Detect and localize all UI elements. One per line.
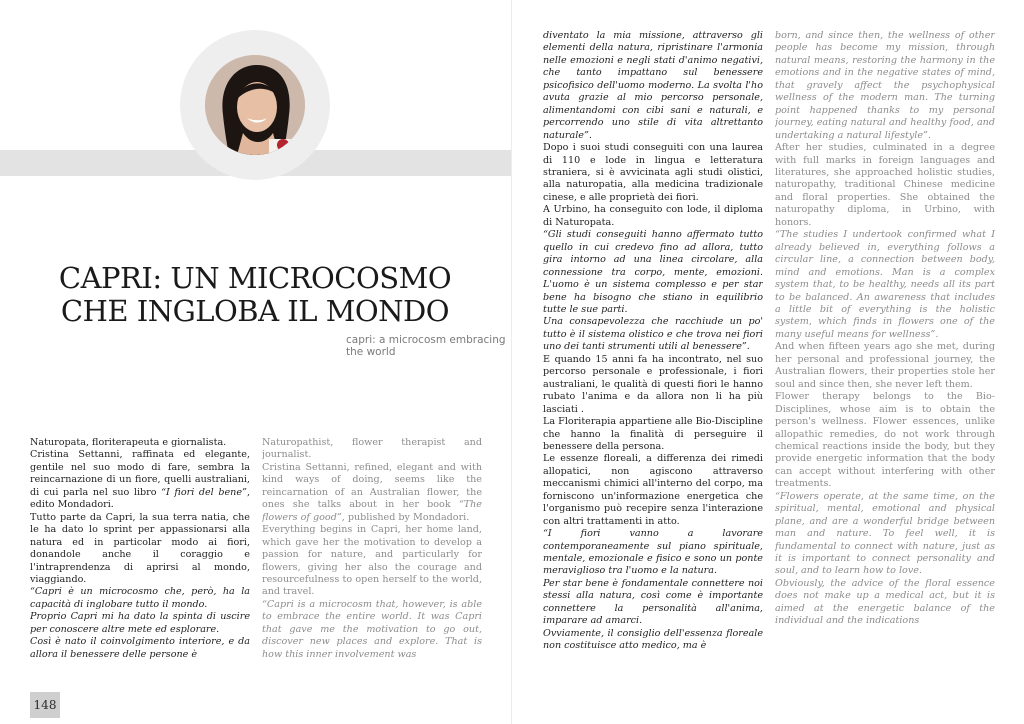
quote-paragraph: “I fiori vanno a lavorare contemporaneamente sul piano spirituale, mentale, emozionale e fisico e sono un ponte meraviglioso tra l'uomo e la natura. [543,528,763,577]
paragraph: Tutto parte da Capri, la sua terra natia, che le ha dato lo sprint per appassionarsi alla natura ed in particolar modo ai fiori, donandole anche il coraggio e l'intraprendenza di aprirsi al mondo, viaggiando. [30,511,250,585]
quote-paragraph: “Flowers operate, at the same time, on the spiritual, mental, emotional and physical plane, and are a wonderful bridge between man and nature. To feel well, it is fundamental to connect with nature, just as it is important to connect personality and soul, and to learn how to love. [775,490,995,577]
quote-paragraph: diventato la mia missione, attraverso gli elementi della natura, ripristinare l'armonia nelle emozioni e negli stati d'animo negativi, che tanto impattano sul benessere psicofisico dell'uomo moderno. La svolta l'ho avuta grazie al mio percorso personale, alimentandomi con cibi sani e naturali, e percorrendo uno stile di vita altrettanto naturale”. [543,30,763,141]
article-title: CAPRI: UN MICROCOSMO CHE INGLOBA IL MONDO [58,261,452,328]
paragraph: A Urbino, ha conseguito con lode, il diploma di Naturopata. [543,204,763,228]
paragraph: Dopo i suoi studi conseguiti con una laurea di 110 e lode in lingua e letteratura straniera, si è avvicinata agli studi olistici, alla naturopatia, alla medicina tradizionale cinese, e alle proprietà dei fiori. [543,142,763,203]
book-title: “I fiori del bene” [161,486,247,498]
english-column-2 [775,30,995,674]
quote-paragraph: Così è nato il coinvolgimento interiore, e da allora il benessere delle persone è [30,636,250,660]
quote-paragraph: Una consapevolezza che racchiude un po' tutto è il sistema olistico e che trova nei fiori uno dei tanti strumenti utili al benessere”. [543,316,763,353]
quote-paragraph: Proprio Capri mi ha dato la spinta di uscire per conoscere altre mete ed esplorare. [30,611,250,635]
text-run: , edito Mondadori. [30,486,250,511]
paragraph: Naturopata, floriterapeuta e giornalista. [30,437,227,448]
quote-paragraph: “Capri è un microcosmo che, però, ha la capacità di inglobare tutto il mondo. [30,586,250,610]
paragraph: Naturopathist, flower therapist and journalist. [262,437,482,461]
portrait-photo [205,55,305,155]
page-number: 148 [30,692,60,718]
paragraph: And when fifteen years ago she met, during her personal and professional journey, the Australian flowers, their properties stole her soul and since then, she never left them. [775,341,995,390]
paragraph: After her studies, culminated in a degree with full marks in foreign languages and literatures, she approached holistic studies, naturopathy, traditional Chinese medicine and floral properties. She obtained the naturopathy diploma, in Urbino, with honors. [775,142,995,228]
article-subtitle: capri: a microcosm embracing the world [346,334,506,358]
quote-paragraph: Obviously, the advice of the floral essence does not make up a medical act, but it is aimed at the energetic balance of the individual and the indications [775,577,995,627]
paragraph: Everything begins in Capri, her home land, which gave her the motivation to develop a passion for nature, and particularly for flowers, giving her also the courage and resourcefulness to open herself to the world, and travel. [262,524,482,598]
paragraph: La Floriterapia appartiene alle Bio-Discipline che hanno la finalità di perseguire il benessere della persona. [543,416,763,452]
book-title: “The flowers of good” [262,499,482,523]
italian-column-2 [543,30,763,674]
portrait-illustration [205,55,305,155]
paragraph: Flower therapy belongs to the Bio-Disciplines, whose aim is to obtain the person's wellness. Flower essences, unlike allopathic remedies, do not work through chemical reactions inside the body, but they provide energetic information that the body can accept without interfering with other treatments. [775,391,995,490]
english-column-1 [262,437,482,669]
text-run: , published by Mondadori. [341,511,470,523]
quote-paragraph: Ovviamente, il consiglio dell'essenza floreale non costituisce atto medico, ma è [543,627,763,652]
paragraph [30,449,250,511]
paragraph: E quando 15 anni fa ha incontrato, nel suo percorso personale e professionale, i fiori australiani, le qualità di questi fiori le hanno rubato l'anima e da allora non li ha più lasciati . [543,353,763,415]
quote-paragraph: “Capri is a microcosm that, however, is able to embrace the entire world. It was Capri that gave me the motivation to go out, discover new places and explore. That is how this inner involvement was [262,598,482,660]
text-run: Cristina Settanni, refined, elegant and with kind ways of doing, seems like the reincarnation of an Australian flower, the ones she talks about in her book [262,461,482,511]
paragraph [262,462,482,524]
quote-paragraph: Per star bene è fondamentale connettere noi stessi alla natura, così come è importante connettere la personalità all'anima, imparare ad amarci. [543,577,763,627]
italian-column-1 [30,437,250,669]
quote-paragraph: “The studies I undertook confirmed what I already believed in, everything follows a circular line, a connection between body, mind and emotions. Man is a complex system that, to be healthy, needs all its part to be balanced. An awareness that includes a little bit of everything is the holistic system, which finds in flowers one of the many useful means for wellness”. [775,229,995,340]
paragraph: Le essenze floreali, a differenza dei rimedi allopatici, non agiscono attraverso meccanismi chimici all'interno del corpo, ma forniscono un'informazione energetica che l'organismo può recepire senza l'interazione con altri trattamenti in atto. [543,453,763,527]
text-run: Cristina Settanni, raffinata ed elegante, gentile nel suo modo di fare, sembra la reincarnazione di un fiore, quelli australiani, di cui parla nel suo libro [30,449,250,498]
quote-paragraph: born, and since then, the wellness of other people has become my mission, through natural means, restoring the harmony in the emotions and in the negative states of mind, that gravely affect the psychophysical wellness of the modern man. The turning point happened thanks to my personal journey, eating natural and healthy food, and undertaking a natural lifestyle”. [775,30,995,141]
quote-paragraph: “Gli studi conseguiti hanno affermato tutto quello in cui credevo fino ad allora, tutto gira intorno ad una linea circolare, alla connessione tra corpo, mente, emozioni. L'uomo è un sistema complesso e per star bene ha bisogno che stiano in equilibrio tutte le sue parti. [543,229,763,315]
